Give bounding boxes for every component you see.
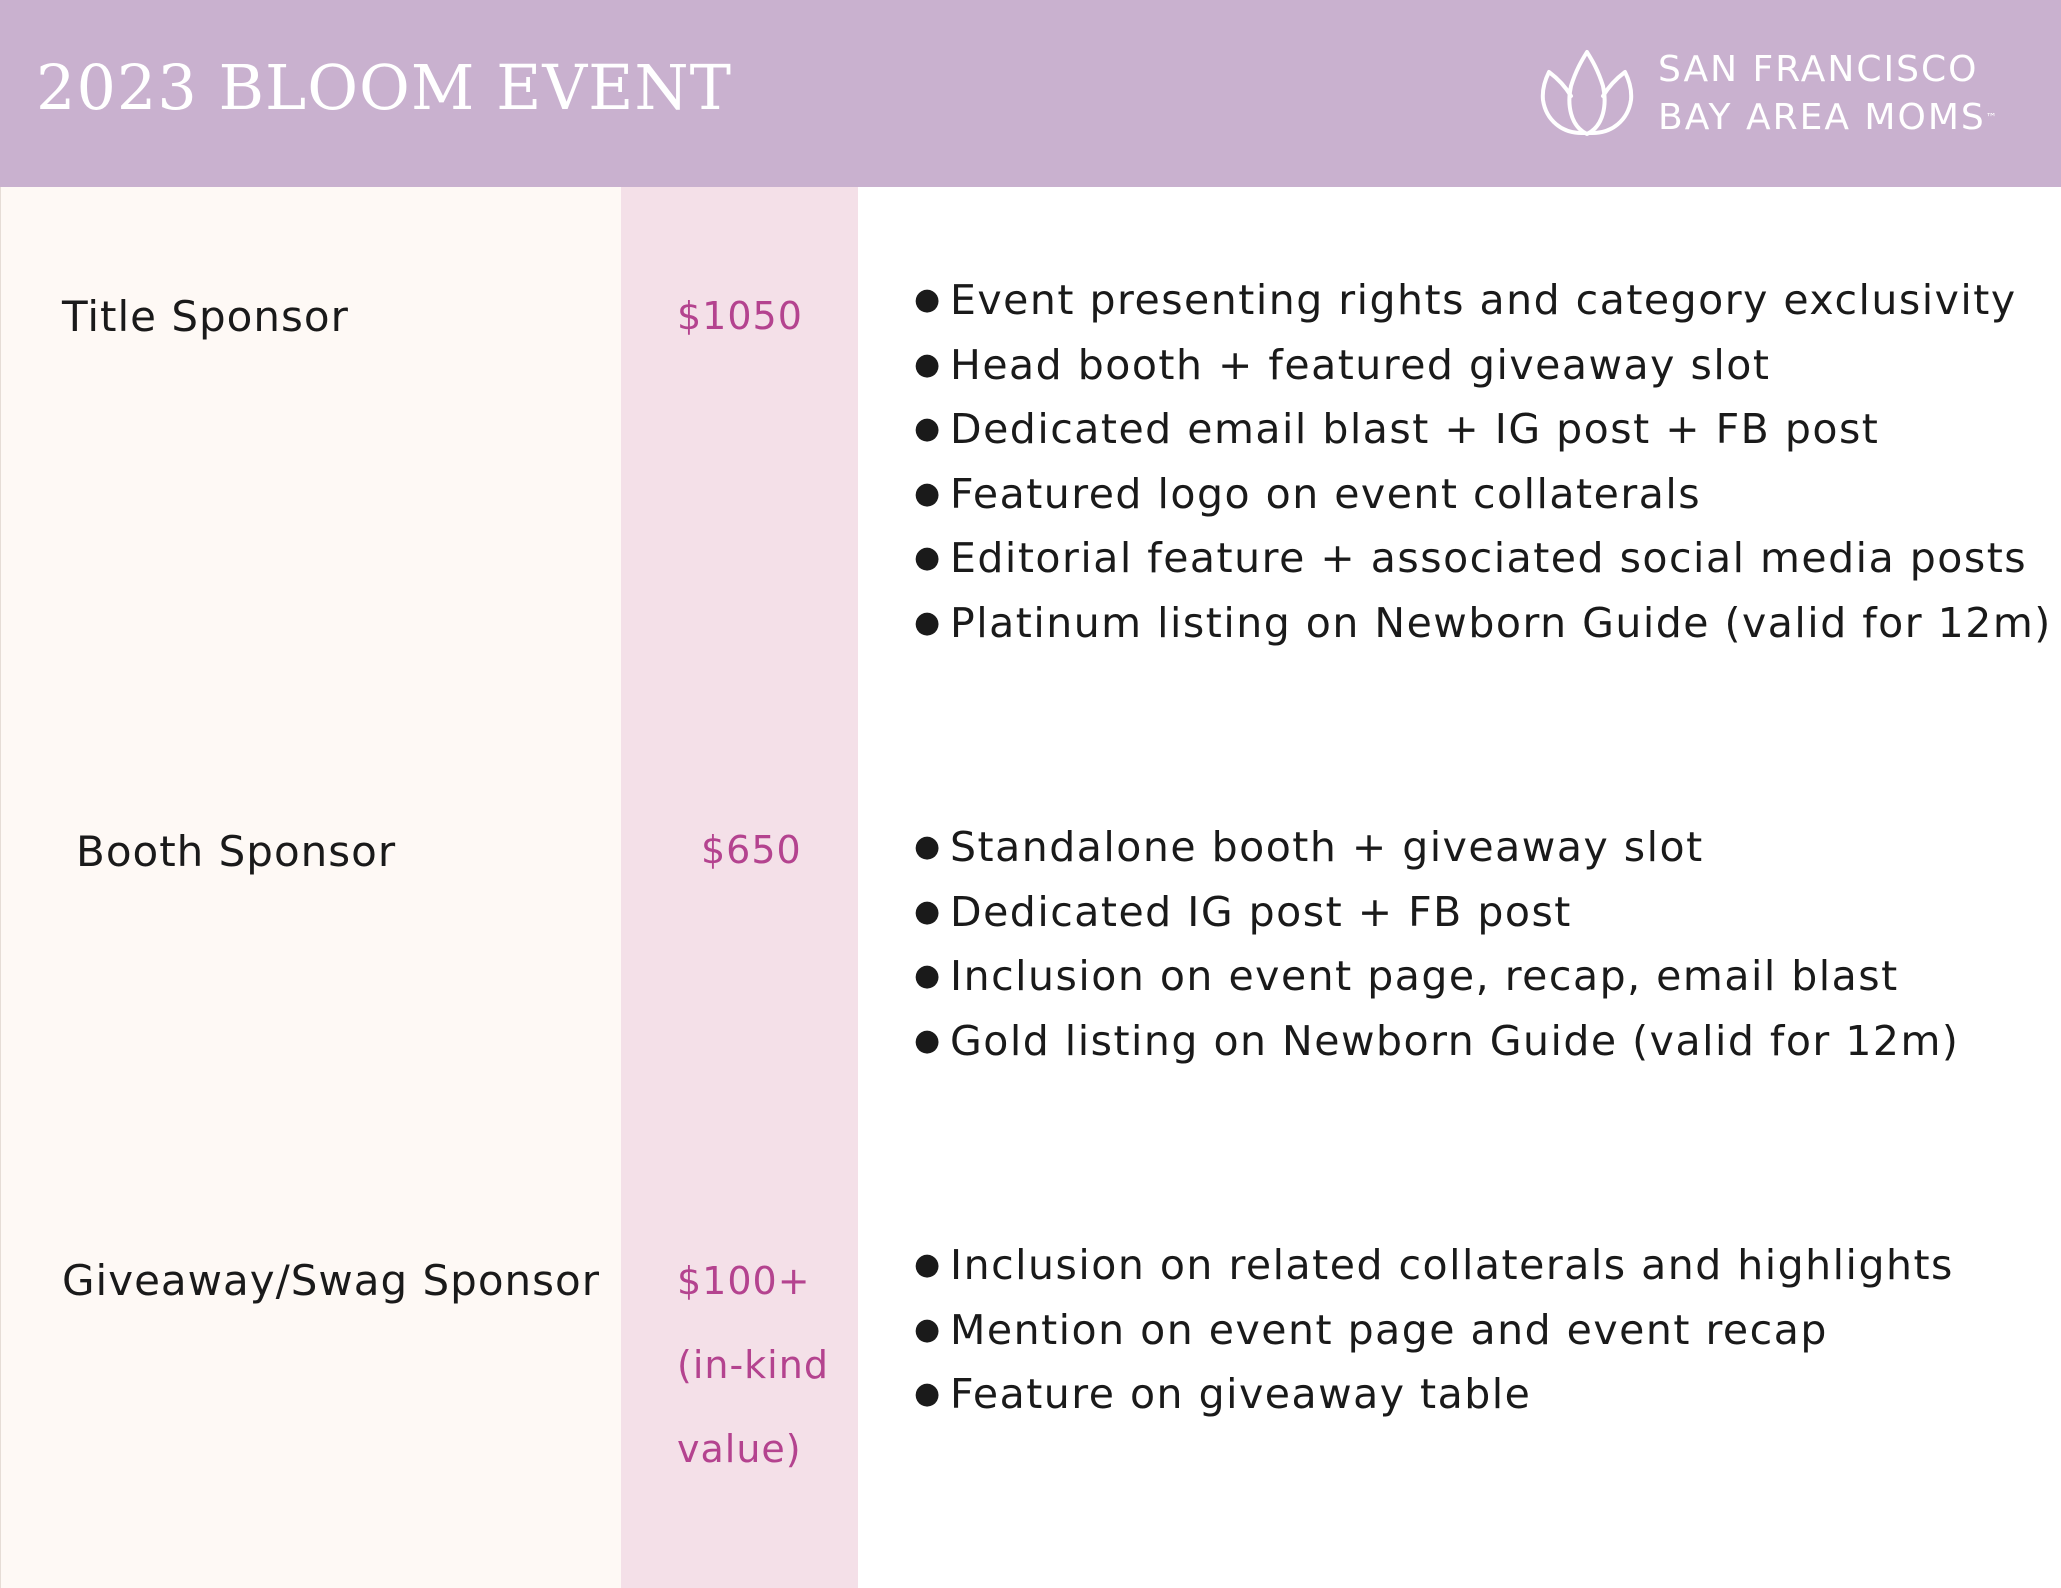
benefit-text: Event presenting rights and category exclusivity: [950, 276, 2017, 324]
page-header: [0, 0, 2061, 187]
bullet-icon: ●: [914, 1022, 942, 1058]
tier-name-giveaway-sponsor: Giveaway/Swag Sponsor: [62, 1256, 600, 1305]
tier-price-giveaway-sponsor: $100+ (in-kind value): [677, 1259, 829, 1471]
bullet-icon: ●: [914, 1376, 942, 1412]
benefit-list-giveaway-sponsor: [910, 1233, 1954, 1427]
bullet-icon: ●: [914, 958, 942, 994]
benefit-list-booth-sponsor: [910, 815, 1959, 1073]
benefit-text: Gold listing on Newborn Guide (valid for 12m): [950, 1016, 1960, 1065]
benefit-text: Head booth + featured giveaway slot: [950, 340, 1771, 389]
benefit-text: Editorial feature + associated social media posts: [950, 534, 2028, 583]
benefit-text: Standalone booth + giveaway slot: [950, 823, 1704, 871]
benefit-item: [910, 880, 1959, 945]
bullet-icon: ●: [914, 893, 942, 929]
bullet-icon: ●: [914, 282, 942, 317]
benefit-text: Dedicated email blast + IG post + FB post: [950, 405, 1880, 454]
tier-price-booth-sponsor: $650: [701, 828, 802, 872]
benefit-item: [910, 591, 2052, 656]
bullet-icon: ●: [914, 411, 942, 447]
brand-logo: [1540, 42, 2040, 152]
benefit-item: [910, 815, 1959, 880]
benefit-item: [910, 462, 2052, 527]
brand-name-line-2: [1658, 94, 1997, 142]
tier-name-booth-sponsor: Booth Sponsor: [76, 827, 397, 876]
bullet-icon: ●: [914, 540, 942, 576]
benefit-item: [910, 268, 2052, 333]
benefit-item: [910, 526, 2052, 591]
trademark-mark: ™: [1985, 111, 1997, 124]
benefit-text: Platinum listing on Newborn Guide (valid for 12m): [950, 598, 2052, 647]
benefit-text: Mention on event page and event recap: [950, 1305, 1828, 1354]
benefit-item: [910, 1362, 1954, 1427]
bullet-icon: ●: [914, 1311, 942, 1347]
benefit-text: Inclusion on event page, recap, email blast: [950, 952, 1899, 1001]
brand-name: [1658, 46, 1997, 142]
bullet-icon: ●: [914, 346, 942, 382]
benefit-item: [910, 944, 1959, 1009]
benefit-item: [910, 1233, 1954, 1298]
tier-name-column: [0, 187, 621, 1588]
benefit-item: [910, 397, 2052, 462]
tier-name-title-sponsor: Title Sponsor: [62, 292, 349, 341]
lotus-icon: [1540, 42, 1634, 140]
benefit-text: Feature on giveaway table: [950, 1370, 1532, 1419]
bullet-icon: ●: [914, 475, 942, 511]
benefit-list-title-sponsor: [910, 268, 2052, 656]
benefit-item: [910, 333, 2052, 398]
benefit-text: Dedicated IG post + FB post: [950, 887, 1572, 936]
benefit-item: [910, 1298, 1954, 1363]
brand-name-line-1: SAN FRANCISCO: [1658, 49, 1979, 90]
tier-price-title-sponsor: $1050: [677, 294, 803, 338]
benefit-item: [910, 1009, 1959, 1074]
bullet-icon: ●: [914, 829, 942, 864]
brand-name-line-2-text: BAY AREA MOMS: [1658, 97, 1986, 138]
benefit-text: Inclusion on related collaterals and highlights: [950, 1241, 1954, 1289]
bullet-icon: ●: [914, 604, 942, 640]
page-title: 2023 BLOOM EVENT: [36, 51, 732, 124]
benefit-text: Featured logo on event collaterals: [950, 469, 1702, 518]
bullet-icon: ●: [914, 1247, 942, 1282]
